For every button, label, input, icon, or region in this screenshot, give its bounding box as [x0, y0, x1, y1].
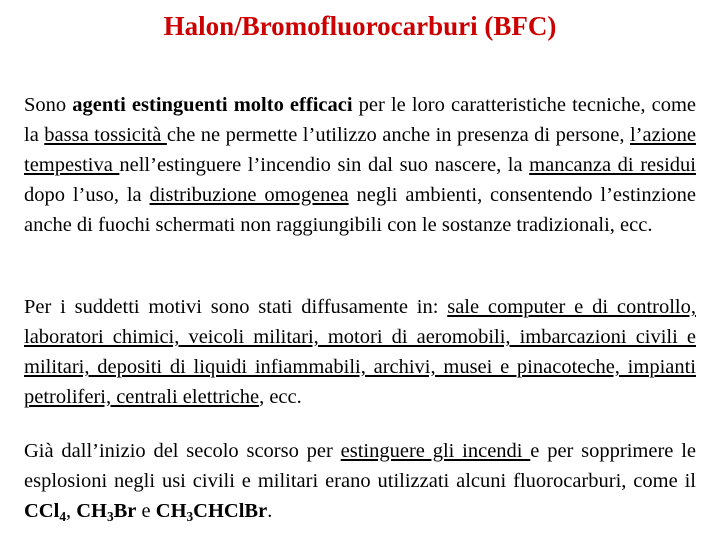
formula-subscript: 4 — [59, 509, 66, 524]
text-run: per le loro caratteristiche tecniche, come la — [24, 94, 697, 146]
text-run: Già dall’inizio del secolo scorso per — [24, 440, 341, 462]
text-run: e per sopprimere le esplosioni negli usi civili e militari erano utilizzati alcuni fluorocarburi, come il — [24, 440, 696, 492]
text-run: . — [267, 500, 273, 522]
page-title: Halon/Bromofluorocarburi (BFC) — [163, 11, 557, 41]
underlined-mancanza-di-residui: mancanza di residui — [529, 154, 696, 176]
text-run: , ecc. — [259, 386, 302, 408]
paragraph-uses — [24, 292, 696, 412]
underlined-usage-list: sale computer e di controllo, laboratori chimici, veicoli militari, motori di aeromobili, imbarcazioni civili e militari, depositi di liquidi infiammabili, archivi, musei e pinacoteche, impianti petroliferi, centrali elettriche — [24, 296, 696, 408]
formula-subscript: 3 — [106, 509, 114, 524]
underlined-estinguere-gli-incendi: estinguere gli incendi — [340, 440, 531, 462]
text-run: dopo l’uso, la — [24, 184, 150, 206]
formula-ccl4 — [24, 500, 66, 522]
formula-part: Br — [113, 500, 137, 522]
underlined-bassa-tossicita: bassa tossicità — [44, 124, 167, 146]
bold-phrase-agenti-estinguenti: agenti estinguenti molto efficaci — [72, 94, 353, 116]
formula-ch3chclbr — [156, 500, 267, 522]
paragraph-history — [24, 436, 696, 526]
text-run: Per i suddetti motivi sono stati diffusamente in: — [24, 296, 448, 318]
underlined-azione-tempestiva: l’azione tempestiva — [24, 124, 696, 176]
text-run: , — [65, 500, 77, 522]
text-run: che ne permette l’utilizzo anche in presenza di persone, — [166, 124, 630, 146]
text-run: Sono — [24, 94, 73, 116]
text-run: nell’estinguere l’incendio sin dal suo nascere, la — [119, 154, 530, 176]
formula-ch3br — [76, 500, 136, 522]
formula-subscript: 3 — [186, 509, 194, 524]
formula-part: CHClBr — [193, 500, 268, 522]
paragraph-properties — [24, 90, 696, 240]
text-run: negli ambienti, consentendo l’estinzione anche di fuochi schermati non raggiungibili con le sostanze tradizionali, ecc. — [24, 184, 697, 236]
text-run: e — [136, 500, 156, 522]
formula-part: CH — [76, 500, 107, 522]
underlined-distribuzione-omogenea: distribuzione omogenea — [149, 184, 349, 206]
formula-part: CH — [155, 500, 187, 522]
formula-part: CCl — [24, 500, 60, 522]
